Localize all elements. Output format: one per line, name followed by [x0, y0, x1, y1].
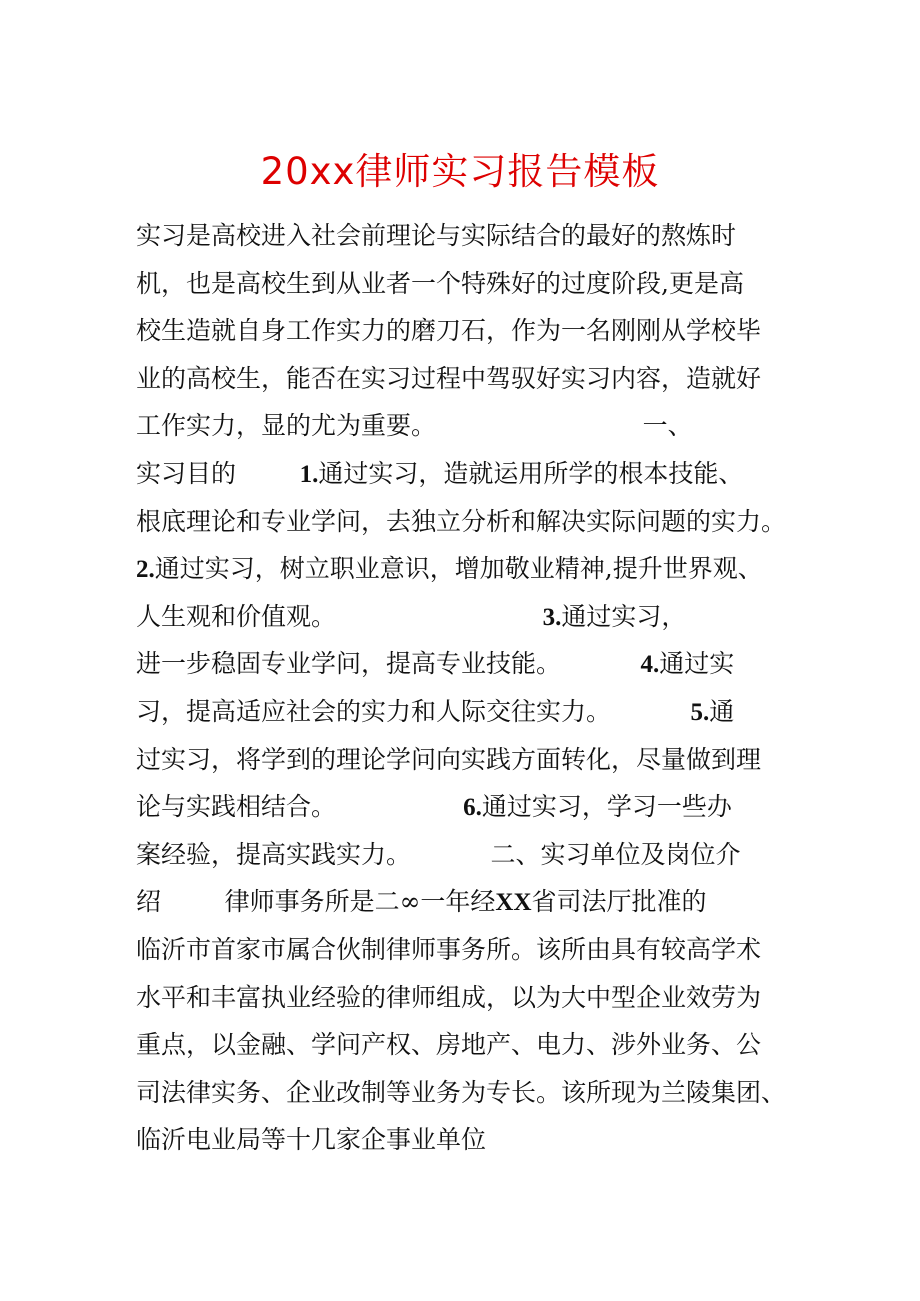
body-line: 业的高校生，能否在实习过程中驾驭好实习内容，造就好	[136, 363, 762, 393]
body-line: 习，提高适应社会的实力和人际交往实力。 5.通	[136, 696, 735, 726]
body-line: 校生造就自身工作实力的磨刀石，作为一名刚刚从学校毕	[136, 316, 762, 346]
body-line: 实习是高校进入社会前理论与实际结合的最好的熬炼时	[136, 221, 737, 250]
list-number: 2.	[136, 556, 155, 584]
document-body	[136, 212, 836, 1164]
body-line: 机，也是高校生到从业者一个特殊好的过度阶段,更是高	[136, 268, 744, 298]
list-number: 5.	[690, 698, 710, 726]
body-line: 案经验，提高实践实力。 二、实习单位及岗位介	[136, 839, 741, 869]
body-line: 水平和丰富执业经验的律师组成，以为大中型企业效劳为	[136, 982, 762, 1012]
body-line: 司法律实务、企业改制等业务为专长。该所现为兰陵集团、	[136, 1077, 787, 1107]
body-line: 临沂电业局等十几家企事业单位	[136, 1125, 487, 1155]
body-line: 2.通过实习，树立职业意识，增加敬业精神,提升世界观、	[136, 554, 763, 584]
body-line: 绍 律师事务所是二∞一年经XX省司法厅批准的	[136, 887, 707, 917]
body-line: 过实习，将学到的理论学问向实践方面转化，尽量做到理	[136, 744, 762, 774]
document-title: 20xx律师实习报告模板	[260, 150, 660, 193]
body-line: 重点，以金融、学问产权、房地产、电力、涉外业务、公	[136, 1030, 762, 1060]
body-line: 进一步稳固专业学问，提高专业技能。 4.通过实	[136, 649, 735, 679]
body-line: 临沂市首家市属合伙制律师事务所。该所由具有较高学术	[136, 934, 762, 964]
list-number: 3.	[542, 603, 562, 631]
body-line: 人生观和价值观。 3.通过实习，	[136, 601, 687, 631]
list-number: 6.	[463, 794, 482, 822]
body-line: 根底理论和专业学问，去独立分析和解决实际问题的实力。	[136, 506, 787, 536]
body-line: 实习目的 1.通过实习，造就运用所学的根本技能、	[136, 458, 744, 488]
list-number: 4.	[640, 651, 660, 679]
list-number: XX	[495, 889, 532, 917]
body-line: 工作实力，显的尤为重要。 一、	[136, 411, 693, 441]
body-line: 论与实践相结合。 6.通过实习，学习一些办	[136, 792, 732, 822]
list-number: 1.	[299, 460, 319, 488]
